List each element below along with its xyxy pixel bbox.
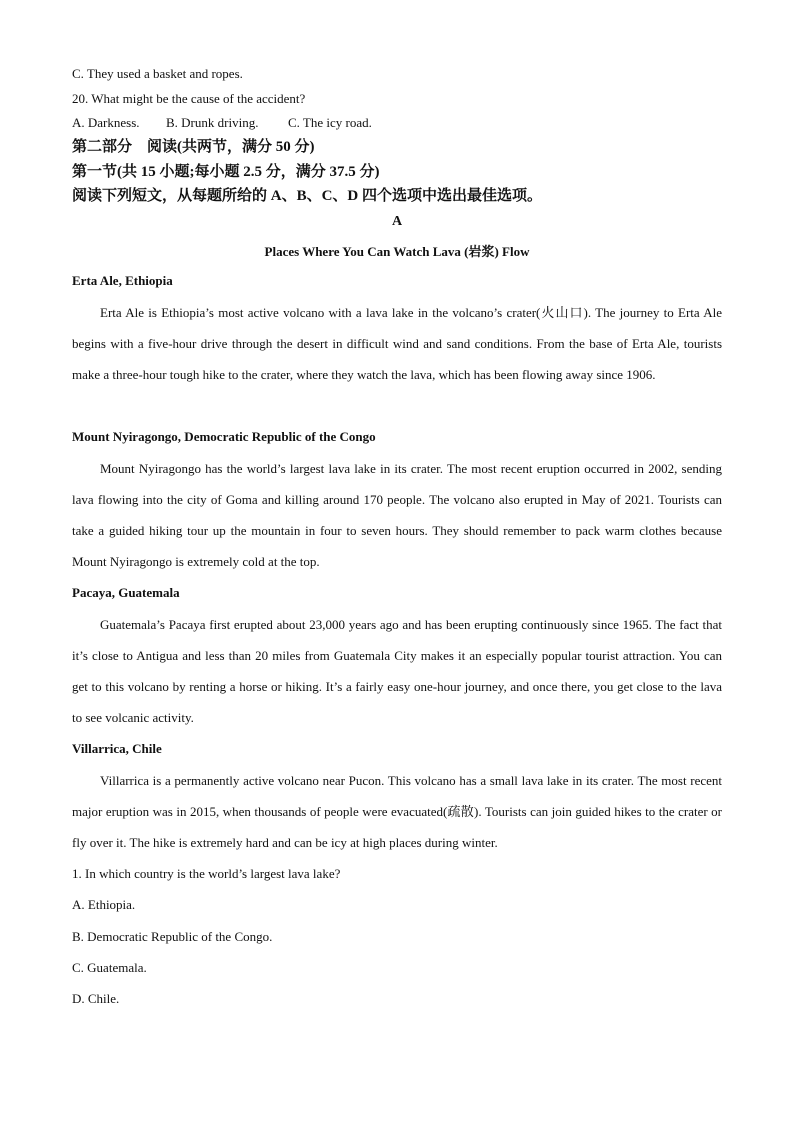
- prev-option-c: C. They used a basket and ropes.: [72, 66, 243, 81]
- passage-title: Places Where You Can Watch Lava (岩浆) Flow: [264, 244, 530, 259]
- section-body-erta-ale: Erta Ale is Ethiopia’s most active volcano with a lava lake in the volcano’s crater(火山口). The journey to Erta Ale begins with a five-hour drive through the desert in difficult wind and sand conditions. From the base of Erta Ale, tourists make a three-hour tough hike to the crater, where they watch the lava, which has been flowing away since 1906.: [72, 305, 722, 382]
- q20-option-c: C. The icy road.: [288, 115, 372, 130]
- section-heading-nyiragongo: Mount Nyiragongo, Democratic Republic of the Congo: [72, 429, 376, 444]
- q20-stem: 20. What might be the cause of the accident?: [72, 91, 306, 106]
- section1-heading: 第一节(共 15 小题;每小题 2.5 分，满分 37.5 分): [72, 164, 380, 180]
- question-1-stem: 1. In which country is the world’s largest lava lake?: [72, 866, 341, 881]
- reading-instruction: 阅读下列短文，从每题所给的 A、B、C、D 四个选项中选出最佳选项。: [72, 188, 543, 204]
- section-body-villarrica: Villarrica is a permanently active volcano near Pucon. This volcano has a small lava lake in its crater. The most recent major eruption was in 2015, when thousands of people were evacuated(疏散). Tourists can join guided hikes to the crater or fly over it. The hike is extremely hard and can be icy at high places during winter.: [72, 773, 722, 850]
- question-1-option-c: C. Guatemala.: [72, 960, 147, 975]
- section-body-pacaya: Guatemala’s Pacaya first erupted about 23,000 years ago and has been erupting continuously since 1965. The fact that it’s close to Antigua and less than 20 miles from Guatemala City makes it an especially popular tourist attraction. You can get to this volcano by renting a horse or hiking. It’s a fairly easy one-hour journey, and once there, you get close to the lava to see volcanic activity.: [72, 617, 722, 725]
- q20-option-a: A. Darkness.: [72, 115, 140, 130]
- section-heading-villarrica: Villarrica, Chile: [72, 741, 162, 756]
- passage-letter: A: [391, 214, 403, 229]
- part2-heading: 第二部分 阅读(共两节，满分 50 分): [72, 139, 315, 155]
- question-1-option-b: B. Democratic Republic of the Congo.: [72, 929, 273, 944]
- section-body-nyiragongo: Mount Nyiragongo has the world’s largest lava lake in its crater. The most recent eruption occurred in 2002, sending lava flowing into the city of Goma and killing around 170 people. The volcano also erupted in May of 2021. Tourists can take a guided hiking tour up the mountain in four to seven hours. They should remember to pack warm clothes because Mount Nyiragongo is extremely cold at the top.: [72, 461, 722, 569]
- q20-options: [72, 115, 372, 131]
- section-heading-pacaya: Pacaya, Guatemala: [72, 585, 180, 600]
- q20-option-b: B. Drunk driving.: [166, 115, 259, 130]
- question-1-option-d: D. Chile.: [72, 991, 120, 1006]
- question-1-option-a: A. Ethiopia.: [72, 897, 136, 912]
- section-heading-erta-ale: Erta Ale, Ethiopia: [72, 273, 173, 288]
